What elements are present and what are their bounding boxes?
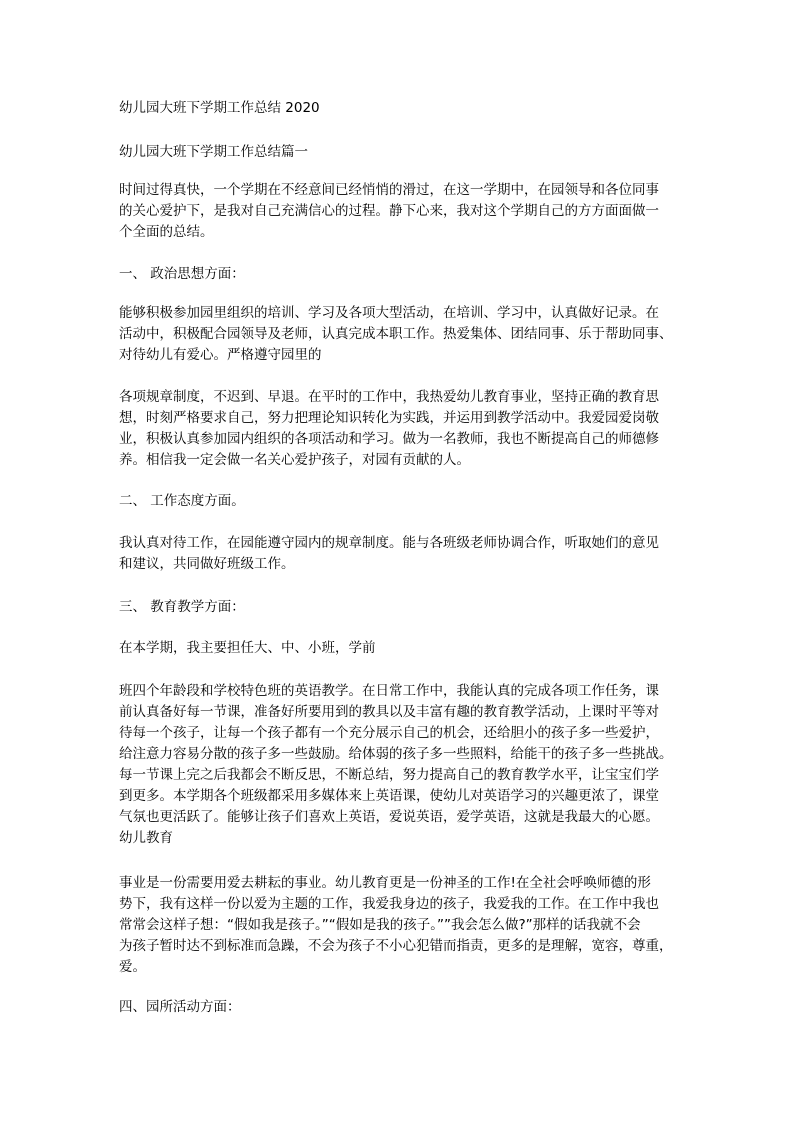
paragraph-line: 每一节课上完之后我都会不断反思，不断总结，努力提高自己的教育教学水平，让宝宝们学 (119, 767, 659, 783)
paragraph-line: 爱。 (119, 959, 146, 975)
paragraph-line: 各项规章制度，不迟到、早退。在平时的工作中，我热爱幼儿教育事业，坚持正确的教育思 (119, 389, 659, 405)
paragraph-line: 和建议，共同做好班级工作。 (119, 556, 295, 572)
paragraph-line: 事业是一份需要用爱去耕耘的事业。幼儿教育更是一份神圣的工作!在全社会呼唤师德的形 (119, 875, 651, 891)
document-title (119, 98, 687, 119)
heading-line: 四、园所活动方面： (119, 999, 241, 1015)
paragraph-line: 时间过得真快，一个学期在不经意间已经悄悄的滑过，在这一学期中，在园领导和各位同事 (119, 182, 659, 198)
paragraph-line: 在本学期，我主要担任大、中、小班，学前 (119, 640, 376, 656)
paragraph-line: 势下，我有这样一份以爱为主题的工作，我爱我身边的孩子，我爱我的工作。在工作中我也 (119, 896, 659, 912)
paragraph-line: 班四个年龄段和学校特色班的英语教学。在日常工作中，我能认真的完成各项工作任务，课 (119, 683, 659, 699)
teaching-paragraph-1 (119, 638, 687, 659)
title-line: 幼儿园大班下学期工作总结 2020 (119, 100, 320, 116)
paragraph-line: 待每一个孩子，让每一个孩子都有一个充分展示自己的机会，还给胆小的孩子多一些爱护， (119, 725, 659, 741)
paragraph-line: 的关心爱护下，是我对自己充满信心的过程。静下心来，我对这个学期自己的方方面面做一 (119, 203, 659, 219)
political-paragraph-1 (119, 303, 687, 366)
paragraph-line: 养。相信我一定会做一名关心爱护孩子，对园有贡献的人。 (119, 452, 470, 468)
section-heading-activities (119, 997, 687, 1018)
paragraph-line: 能够积极参加园里组织的培训、学习及各项大型活动，在培训、学习中，认真做好记录。在 (119, 305, 659, 321)
teaching-paragraph-3 (119, 873, 687, 978)
political-paragraph-2 (119, 387, 687, 471)
heading-line: 三、 教育教学方面： (119, 599, 245, 615)
paragraph-line: 幼儿教育 (119, 830, 173, 846)
subtitle-line: 幼儿园大班下学期工作总结篇一 (119, 144, 308, 160)
attitude-paragraph (119, 533, 687, 575)
paragraph-line: 对待幼儿有爱心。严格遵守园里的 (119, 347, 322, 363)
paragraph-line: 活动中，积极配合园领导及老师，认真完成本职工作。热爱集体、团结同事、乐于帮助同事、 (119, 326, 673, 342)
paragraph-line: 给注意力容易分散的孩子多一些鼓励。给体弱的孩子多一些照料，给能干的孩子多一些挑战。 (119, 746, 673, 762)
heading-line: 一、 政治思想方面： (119, 266, 245, 282)
paragraph-line: 想，时刻严格要求自己，努力把理论知识转化为实践，并运用到教学活动中。我爱园爱岗敬 (119, 410, 659, 426)
paragraph-line: 前认真备好每一节课，准备好所要用到的教具以及丰富有趣的教育教学活动，上课时平等对 (119, 704, 659, 720)
section-heading-attitude (119, 491, 687, 512)
paragraph-line: 为孩子暂时达不到标准而急躁，不会为孩子不小心犯错而指责，更多的是理解，宽容，尊重， (119, 938, 673, 954)
document-subtitle (119, 142, 687, 163)
paragraph-line: 业，积极认真参加园内组织的各项活动和学习。做为一名教师，我也不断提高自己的师德修 (119, 431, 659, 447)
intro-paragraph (119, 180, 687, 243)
paragraph-line: 气氛也更活跃了。能够让孩子们喜欢上英语，爱说英语，爱学英语，这就是我最大的心愿。 (119, 809, 659, 825)
paragraph-line: 我认真对待工作，在园能遵守园内的规章制度。能与各班级老师协调合作，听取她们的意见 (119, 535, 659, 551)
section-heading-teaching (119, 597, 687, 618)
paragraph-line: 到更多。本学期各个班级都采用多媒体来上英语课，使幼儿对英语学习的兴趣更浓了，课堂 (119, 788, 659, 804)
paragraph-line: 常常会这样子想：“假如我是孩子。”“假如是我的孩子。””我会怎么做?”那样的话我就不会 (119, 917, 641, 933)
paragraph-line: 个全面的总结。 (119, 224, 214, 240)
teaching-paragraph-2 (119, 681, 687, 849)
heading-line: 二、 工作态度方面。 (119, 493, 245, 509)
section-heading-political (119, 264, 687, 285)
